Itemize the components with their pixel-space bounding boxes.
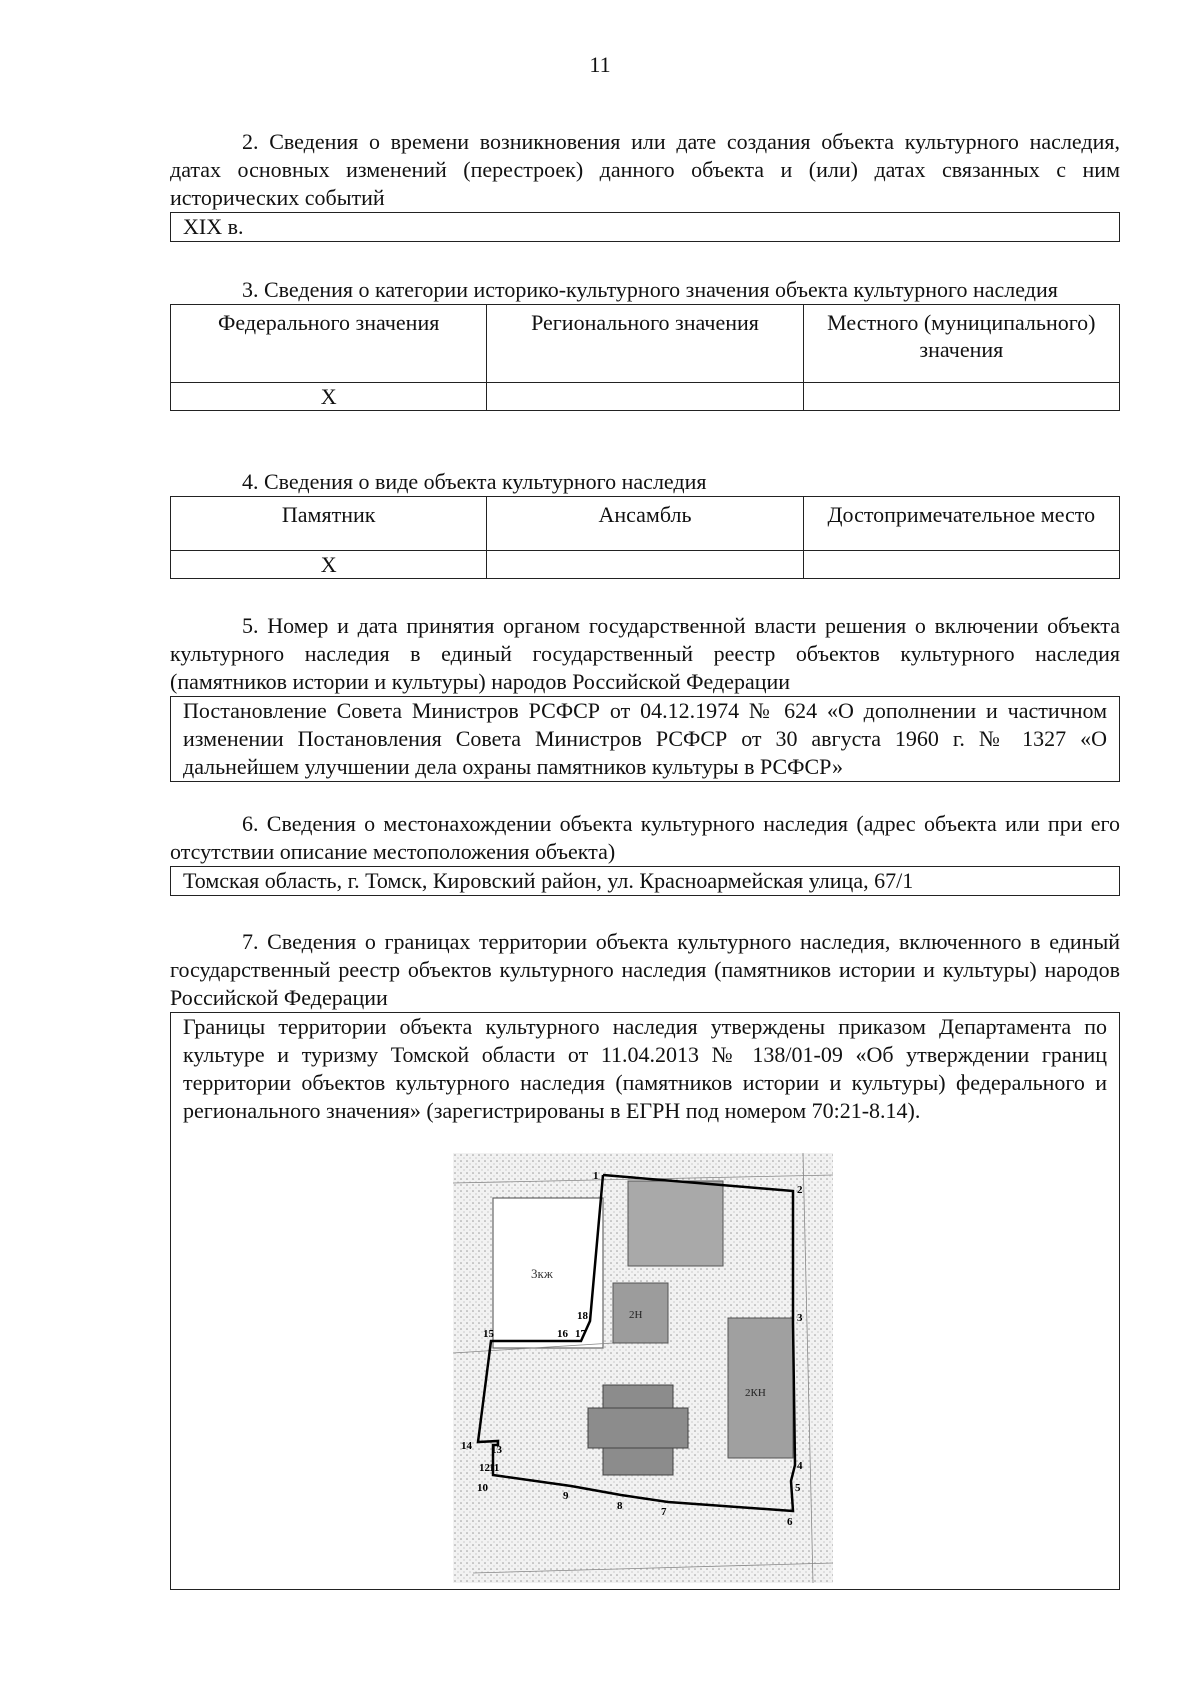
boundary-point-label: 12 — [479, 1462, 490, 1474]
section-category — [170, 276, 1120, 411]
section-heading: 4. Сведения о виде объекта культурного наследия — [242, 469, 707, 494]
kind-mark: X — [171, 551, 487, 579]
page-number: 11 — [589, 52, 611, 77]
column-header: Ансамбль — [487, 497, 803, 551]
section-boundaries — [170, 928, 1120, 1590]
column-header: Местного (муниципального) значения — [803, 305, 1119, 383]
kind-table — [170, 496, 1120, 579]
boundary-point-label: 11 — [489, 1462, 500, 1474]
column-header: Федерального значения — [171, 305, 487, 383]
boundary-point-label: 13 — [491, 1444, 502, 1456]
category-table — [170, 304, 1120, 411]
boundary-point-label: 1 — [593, 1170, 599, 1182]
building-label: 2Н — [629, 1309, 643, 1321]
site-plan-svg — [453, 1153, 833, 1583]
main-building-wing — [588, 1408, 688, 1448]
building — [628, 1181, 723, 1266]
section-kind — [170, 468, 1120, 579]
column-header: Регионального значения — [487, 305, 803, 383]
registry-decision-value: Постановление Совета Министров РСФСР от 04.12.1974 № 624 «О дополнении и частичном изменении Постановления Совета Министров РСФСР от 30 августа 1960 г. № 1327 «О дальнейшем улучшении дела охраны памятников культуры в РСФСР» — [170, 696, 1120, 782]
column-header: Памятник — [171, 497, 487, 551]
section-heading: 6. Сведения о местонахождении объекта культурного наследия (адрес объекта или при его отсутствии описание местоположения объекта) — [170, 811, 1120, 864]
section-heading: 5. Номер и дата принятия органом государственной власти решения о включении объекта культурного наследия в единый государственный реестр объектов культурного наследия (памятников истории и культуры) народов Российской Федерации — [170, 613, 1120, 694]
site-plan-map — [453, 1153, 833, 1590]
boundary-point-label: 4 — [797, 1460, 803, 1472]
section-registry-decision — [170, 612, 1120, 782]
section-heading: 7. Сведения о границах территории объекта культурного наследия, включенного в единый государственный реестр объектов культурного наследия (памятников истории и культуры) народов Российской Федерации — [170, 929, 1120, 1010]
kind-mark — [487, 551, 803, 579]
boundary-point-label: 15 — [483, 1328, 494, 1340]
boundary-point-label: 7 — [661, 1506, 667, 1518]
creation-date-value: XIX в. — [170, 212, 1120, 242]
boundary-point-label: 5 — [795, 1482, 801, 1494]
kind-mark — [803, 551, 1119, 579]
boundaries-box — [170, 1012, 1120, 1590]
boundary-point-label: 6 — [787, 1516, 793, 1528]
column-header: Достопримечательное место — [803, 497, 1119, 551]
section-location — [170, 810, 1120, 896]
boundary-point-label: 2 — [797, 1184, 803, 1196]
boundary-point-label: 3 — [797, 1312, 803, 1324]
boundary-point-label: 17 — [575, 1328, 586, 1340]
boundaries-value: Границы территории объекта культурного наследия утверждены приказом Департамента по культуре и туризму Томской области от 11.04.2013 № 138/01-09 «Об утверждении границ территории объектов культурного наследия (памятников истории и культуры) федерального и регионального значения» (зарегистрированы в ЕГРН под номером 70:21-8.14). — [183, 1014, 1107, 1123]
category-mark: X — [171, 383, 487, 411]
category-mark — [803, 383, 1119, 411]
building-label: 3кж — [531, 1266, 553, 1281]
building-label: 2КН — [745, 1387, 766, 1399]
section-creation-date — [170, 128, 1120, 242]
boundary-point-label: 8 — [617, 1500, 623, 1512]
boundary-point-label: 9 — [563, 1490, 569, 1502]
boundary-point-label: 10 — [477, 1482, 488, 1494]
category-mark — [487, 383, 803, 411]
location-value: Томская область, г. Томск, Кировский район, ул. Красноармейская улица, 67/1 — [170, 866, 1120, 896]
boundary-point-label: 16 — [557, 1328, 568, 1340]
boundary-point-label: 18 — [577, 1310, 588, 1322]
section-heading: 2. Сведения о времени возникновения или дате создания объекта культурного наследия, датах основных изменений (перестроек) данного объекта и (или) датах связанных с ним исторических событий — [170, 129, 1120, 210]
section-heading: 3. Сведения о категории историко-культурного значения объекта культурного наследия — [242, 277, 1058, 302]
boundary-point-label: 14 — [461, 1440, 472, 1452]
